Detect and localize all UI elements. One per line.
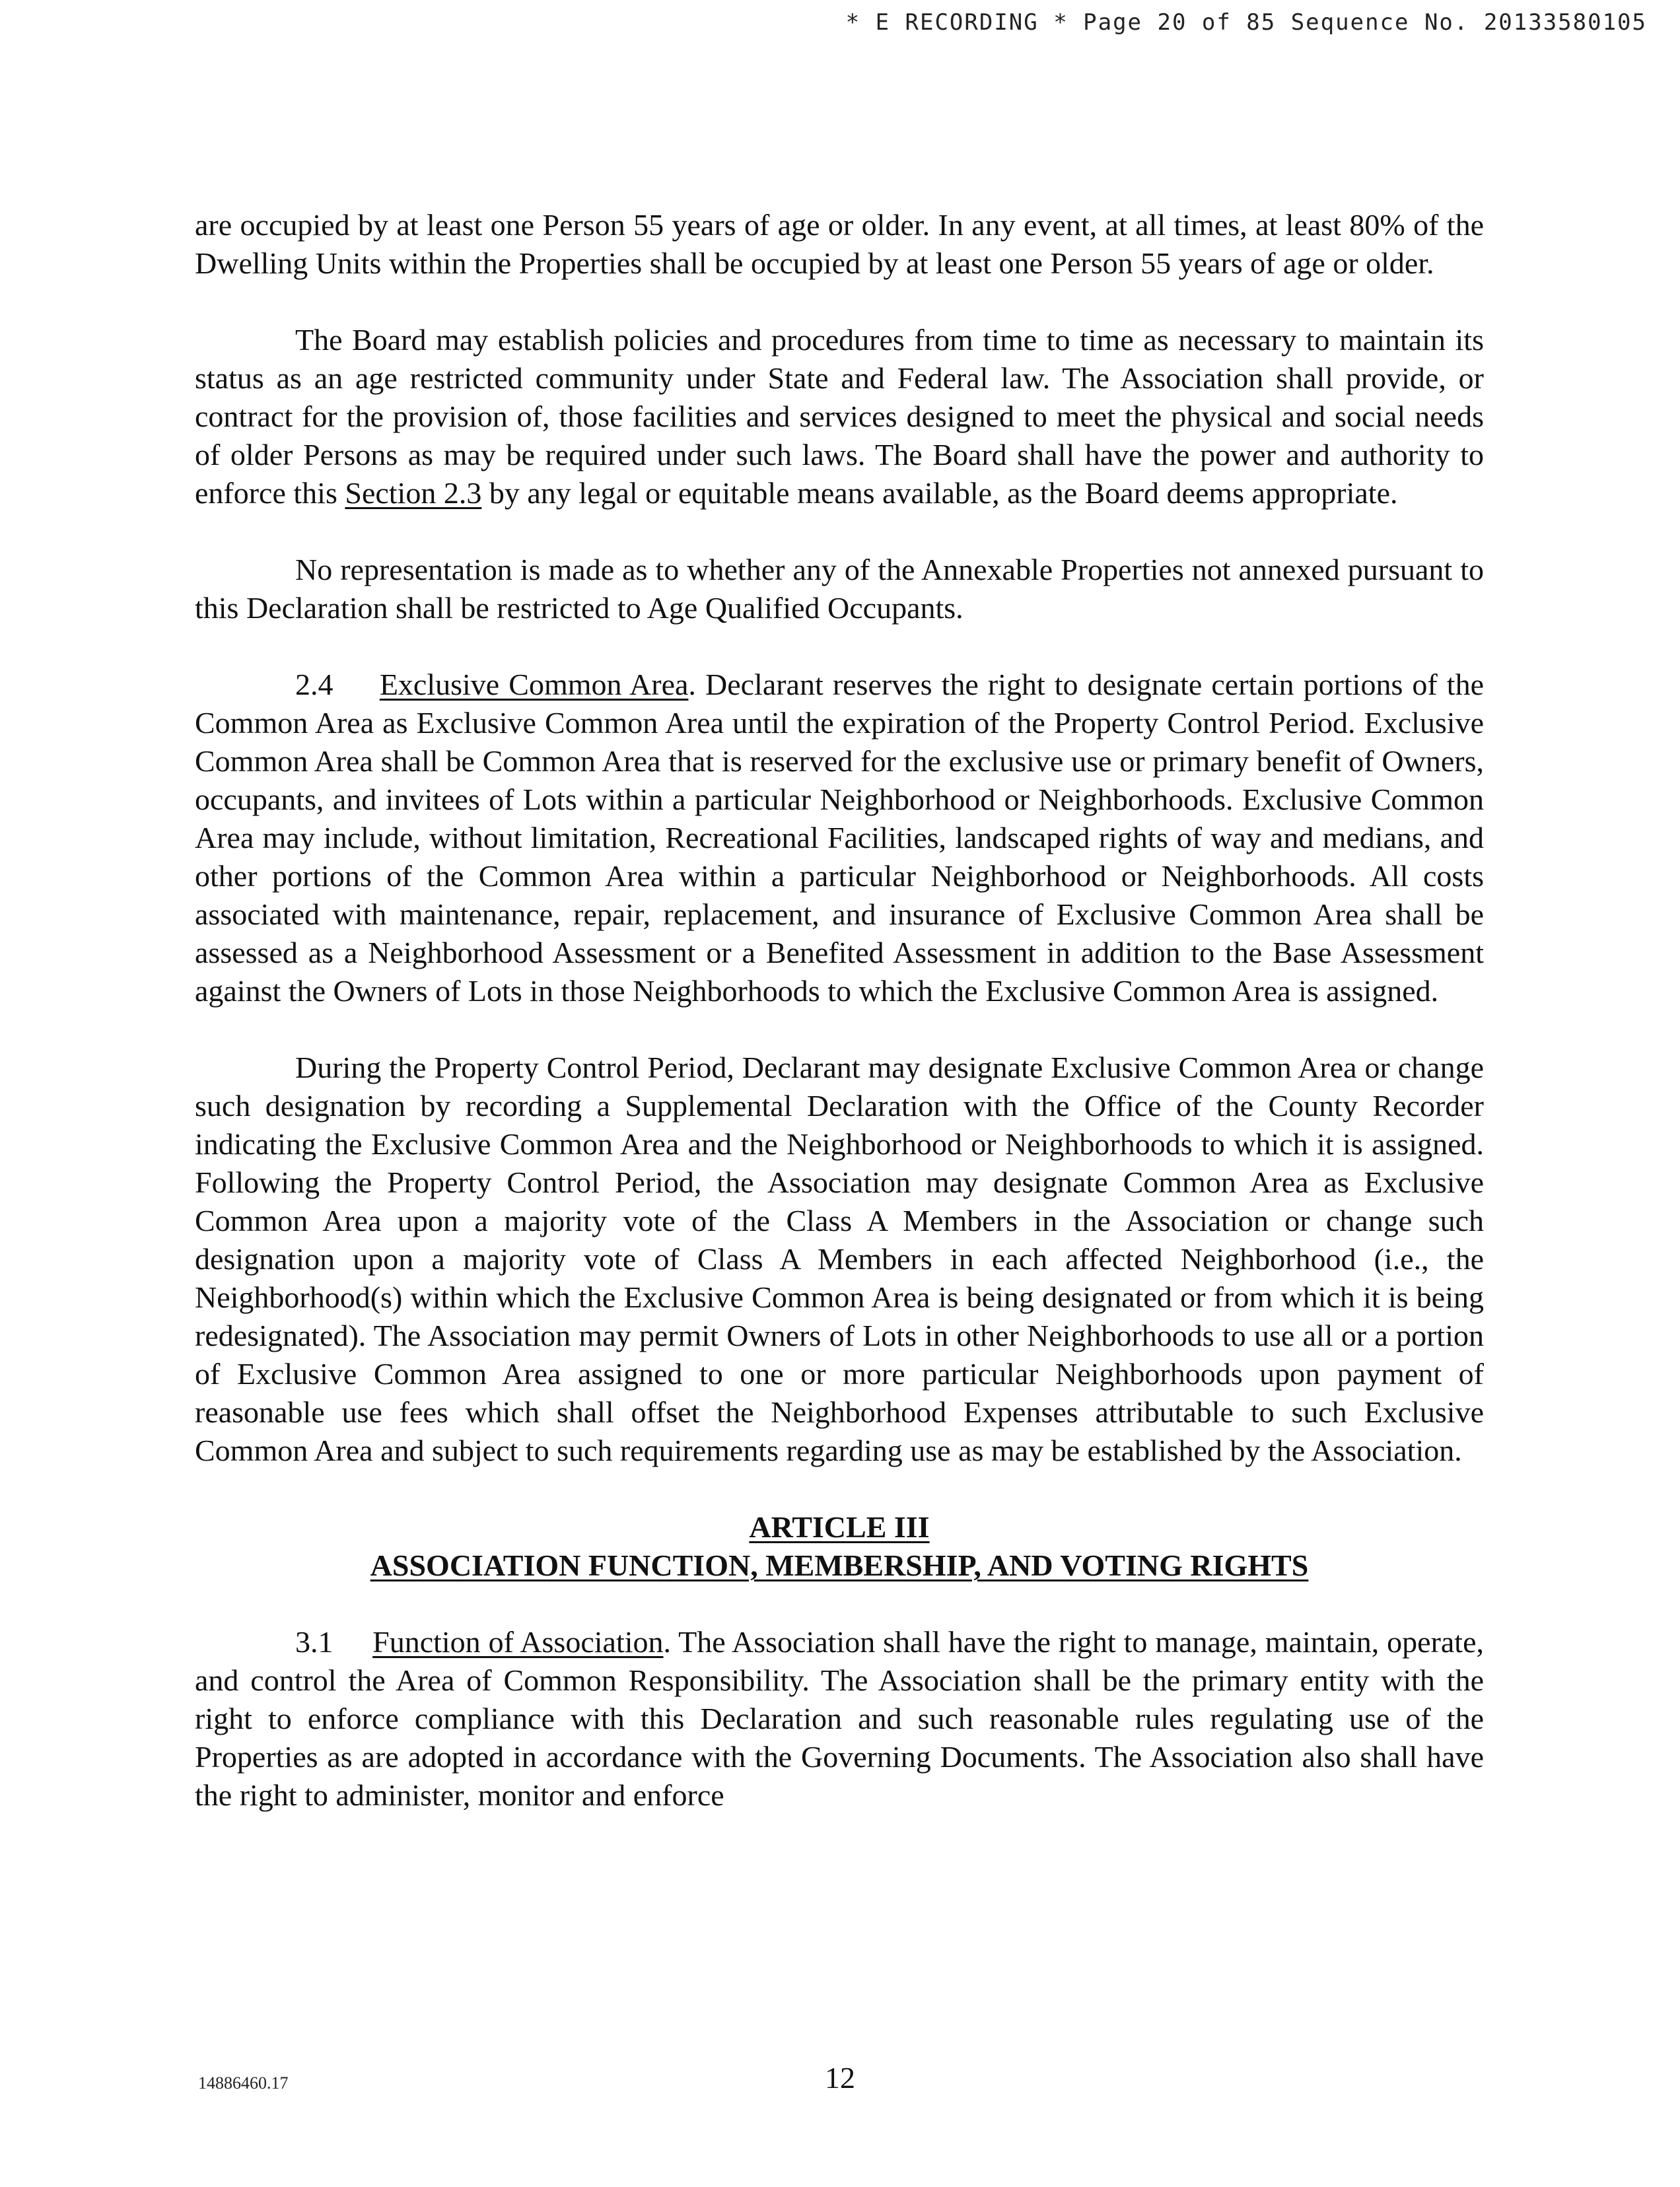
section-heading: Function of Association (372, 1625, 664, 1659)
section-heading: Exclusive Common Area (379, 668, 689, 701)
document-id: 14886460.17 (198, 2073, 289, 2093)
section-spacer (333, 1625, 373, 1659)
paragraph-board-policies (195, 321, 1484, 512)
article-heading (195, 1508, 1484, 1585)
section-number: 3.1 (295, 1625, 333, 1659)
paragraph-text: The Board may establish policies and procedures from time to time as necessary to maintain its status as an age restricted community under State and Federal law. The Association shall provide, or contract for the provision of, those facilities and services designed to meet the physical and social needs of older Persons as may be required under such laws. The Board shall have the power and authority to enforce this (195, 323, 1484, 510)
page-number: 12 (825, 2061, 855, 2095)
section-spacer (333, 668, 380, 701)
paragraph-age-requirement: are occupied by at least one Person 55 years of age or older. In any event, at all times, at least 80% of the Dwelling Units within the Properties shall be occupied by at least one Person 55 years of age or older. (195, 208, 1484, 280)
recording-stamp: * E RECORDING * Page 20 of 85 Sequence No. 20133580105 (845, 9, 1647, 36)
section-text: . Declarant reserves the right to designate certain portions of the Common Area as Exclusive Common Area until the expiration of the Property Control Period. Exclusive Common Area shall be Common Area that is reserved for the exclusive use or primary benefit of Owners, occupants, and invitees of Lots within a particular Neighborhood or Neighborhoods. Exclusive Common Area may include, without limitation, Recreational Facilities, landscaped rights of way and medians, and other portions of the Common Area within a particular Neighborhood or Neighborhoods. All costs associated with maintenance, repair, replacement, and insurance of Exclusive Common Area shall be assessed as a Neighborhood Assessment or a Benefited Assessment in addition to the Base Assessment against the Owners of Lots in those Neighborhoods to which the Exclusive Common Area is assigned. (195, 668, 1484, 1008)
article-title: ASSOCIATION FUNCTION, MEMBERSHIP, AND VOTING RIGHTS (370, 1548, 1309, 1582)
section-number: 2.4 (295, 668, 333, 701)
section-2-4 (195, 666, 1484, 1010)
document-body (195, 206, 1484, 1853)
article-number: ARTICLE III (749, 1510, 930, 1544)
section-reference: Section 2.3 (345, 476, 482, 510)
paragraph-property-control: During the Property Control Period, Declarant may designate Exclusive Common Area or change such designation by recording a Supplemental Declaration with the Office of the County Recorder indicating the Exclusive Common Area and the Neighborhood or Neighborhoods to which it is assigned. Following the Property Control Period, the Association may designate Common Area as Exclusive Common Area upon a majority vote of the Class A Members in the Association or change such designation upon a majority vote of Class A Members in each affected Neighborhood (i.e., the Neighborhood(s) within which the Exclusive Common Area is being designated or from which it is being redesignated). The Association may permit Owners of Lots in other Neighborhoods to use all or a portion of Exclusive Common Area assigned to one or more particular Neighborhoods upon payment of reasonable use fees which shall offset the Neighborhood Expenses attributable to such Exclusive Common Area and subject to such requirements regarding use as may be established by the Association. (195, 1051, 1484, 1467)
paragraph-no-representation: No representation is made as to whether any of the Annexable Properties not annexed pursuant to this Declaration shall be restricted to Age Qualified Occupants. (195, 553, 1484, 625)
section-3-1 (195, 1623, 1484, 1815)
section-text: . The Association shall have the right to manage, maintain, operate, and control the Area of Common Responsibility. The Association shall be the primary entity with the right to enforce compliance with this Declaration and such reasonable rules regulating use of the Properties as are adopted in accordance with the Governing Documents. The Association also shall have the right to administer, monitor and enforce (195, 1625, 1485, 1812)
paragraph-text: by any legal or equitable means available, as the Board deems appropriate. (481, 476, 1398, 510)
